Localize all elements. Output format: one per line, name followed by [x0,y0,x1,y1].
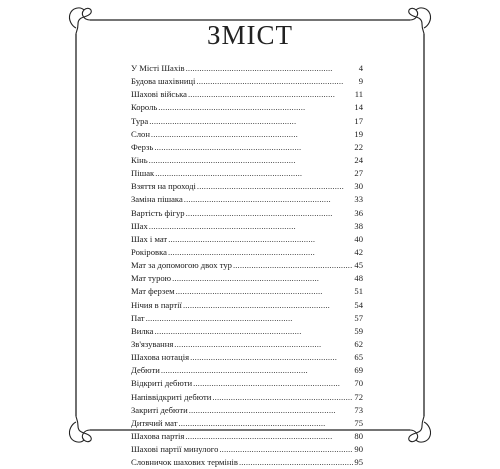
toc-entry-title: Шахові війська [131,89,187,100]
toc-leader-dots [186,207,354,220]
toc-entry [131,312,363,325]
toc-entry-title: Взяття на проході [131,181,196,192]
toc-entry-page: 17 [354,115,363,126]
toc-leader-dots [178,417,353,430]
page-title: ЗМІСТ [206,20,294,50]
toc-entry-page: 45 [354,260,363,271]
toc-entry [131,338,363,351]
toc-entry [131,246,363,259]
toc-leader-dots [158,101,353,114]
toc-leader-dots [190,351,353,364]
toc-entry-title: Мат за допомогою двох тур [131,260,232,271]
toc-entry [131,115,363,128]
toc-leader-dots [233,259,353,272]
toc-entry [131,180,363,193]
toc-entry [131,351,363,364]
toc-entry-title: Відкриті дебюти [131,378,193,389]
toc-entry-title: Король [131,102,158,113]
toc-entry-title: Рокіровка [131,246,167,257]
toc-leader-dots [149,154,354,167]
toc-entry [131,101,363,114]
toc-leader-dots [168,233,353,246]
toc-leader-dots [188,88,354,101]
toc-leader-dots [196,75,357,88]
toc-entry [131,220,363,233]
toc-entry-page: 48 [354,273,363,284]
toc-entry-page: 14 [354,102,363,113]
toc-entry [131,417,363,430]
toc-leader-dots [146,312,354,325]
corner-flourish-bottom-left [76,416,91,442]
toc-entry-title: Нічия в партії [131,299,182,310]
toc-entry-page: 27 [354,168,363,179]
toc-leader-dots [186,62,358,75]
toc-entry-page: 51 [354,286,363,297]
toc-entry-page: 9 [358,76,363,87]
toc-leader-dots [183,299,353,312]
toc-entry [131,285,363,298]
toc-entry-title: Мат ферзем [131,286,175,297]
toc-leader-dots [154,325,353,338]
toc-entry [131,272,363,285]
toc-entry-page: 36 [354,207,363,218]
toc-entry-page: 95 [354,457,363,468]
toc-leader-dots [149,115,353,128]
toc-entry [131,404,363,417]
toc-leader-dots [189,404,354,417]
toc-entry-page: 90 [354,444,363,455]
toc-entry [131,391,363,404]
toc-entry-title: Заміна пішака [131,194,183,205]
toc-entry [131,364,363,377]
toc-entry-page: 42 [354,246,363,257]
toc-entry-title: Словничок шахових термінів [131,457,238,468]
toc-entry [131,430,363,443]
toc-leader-dots [184,193,354,206]
toc-entry-title: У Місті Шахів [131,63,185,73]
toc-entry-title: Пат [131,312,145,323]
toc-entry-page: 70 [354,378,363,389]
toc-entry-title: Шахова партія [131,430,185,441]
toc-leader-dots [176,285,354,298]
corner-flourish-bottom-right [409,416,424,442]
toc-entry-title: Шахова нотація [131,352,190,363]
toc-leader-dots [154,141,353,154]
toc-entry-title: Слон [131,128,150,139]
toc-leader-dots [151,128,353,141]
toc-leader-dots [155,167,353,180]
toc-entry [131,141,363,154]
toc-entry-page: 62 [354,338,363,349]
toc-entry-page: 24 [354,154,363,165]
toc-entry-title: Вилка [131,325,154,336]
toc-entry [131,299,363,312]
toc-entry-page: 80 [354,430,363,441]
toc-entry-page: 72 [354,391,363,402]
toc-entry-page: 57 [354,312,363,323]
toc-leader-dots [172,272,353,285]
toc-entry-title: Шах і мат [131,233,168,244]
table-of-contents [131,62,363,469]
toc-entry [131,167,363,180]
toc-entry [131,154,363,167]
toc-entry-page: 11 [354,89,363,100]
toc-leader-dots [149,220,354,233]
toc-entry [131,75,363,88]
toc-entry-title: Будова шахівниці [131,76,196,87]
toc-entry [131,207,363,220]
toc-leader-dots [174,338,353,351]
toc-entry-page: 69 [354,365,363,376]
toc-entry-title: Кінь [131,154,148,165]
toc-entry-page: 54 [354,299,363,310]
toc-entry [131,259,363,272]
toc-leader-dots [185,430,353,443]
toc-leader-dots [168,246,353,259]
toc-entry-title: Тура [131,115,149,126]
toc-entry-page: 4 [358,63,363,73]
toc-entry-title: Закриті дебюти [131,404,188,415]
toc-entry-page: 75 [354,417,363,428]
toc-entry-page: 38 [354,220,363,231]
toc-entry-title: Дитячий мат [131,417,178,428]
toc-entry-page: 59 [354,325,363,336]
toc-entry [131,456,363,469]
toc-entry [131,193,363,206]
toc-leader-dots [212,391,353,404]
toc-entry [131,325,363,338]
toc-entry-title: Зв'язування [131,338,174,349]
toc-entry-title: Мат турою [131,273,172,284]
toc-leader-dots [239,456,353,469]
toc-entry [131,377,363,390]
toc-entry [131,88,363,101]
toc-entry-title: Ферзь [131,141,154,152]
toc-entry-page: 40 [354,233,363,244]
toc-entry-page: 65 [354,352,363,363]
toc-entry-page: 19 [354,128,363,139]
toc-entry-title: Вартість фігур [131,207,185,218]
toc-entry [131,233,363,246]
toc-entry-title: Шахові партії минулого [131,444,219,455]
toc-leader-dots [193,377,353,390]
toc-entry-page: 22 [354,141,363,152]
toc-entry-title: Шах [131,220,148,231]
toc-entry-title: Пішак [131,168,155,179]
toc-entry [131,62,363,75]
toc-entry-page: 73 [354,404,363,415]
toc-entry-title: Напіввідкриті дебюти [131,391,212,402]
toc-leader-dots [161,364,354,377]
toc-entry-title: Дебюти [131,365,160,376]
toc-entry [131,128,363,141]
toc-entry-page: 30 [354,181,363,192]
toc-entry-page: 33 [354,194,363,205]
toc-leader-dots [197,180,354,193]
